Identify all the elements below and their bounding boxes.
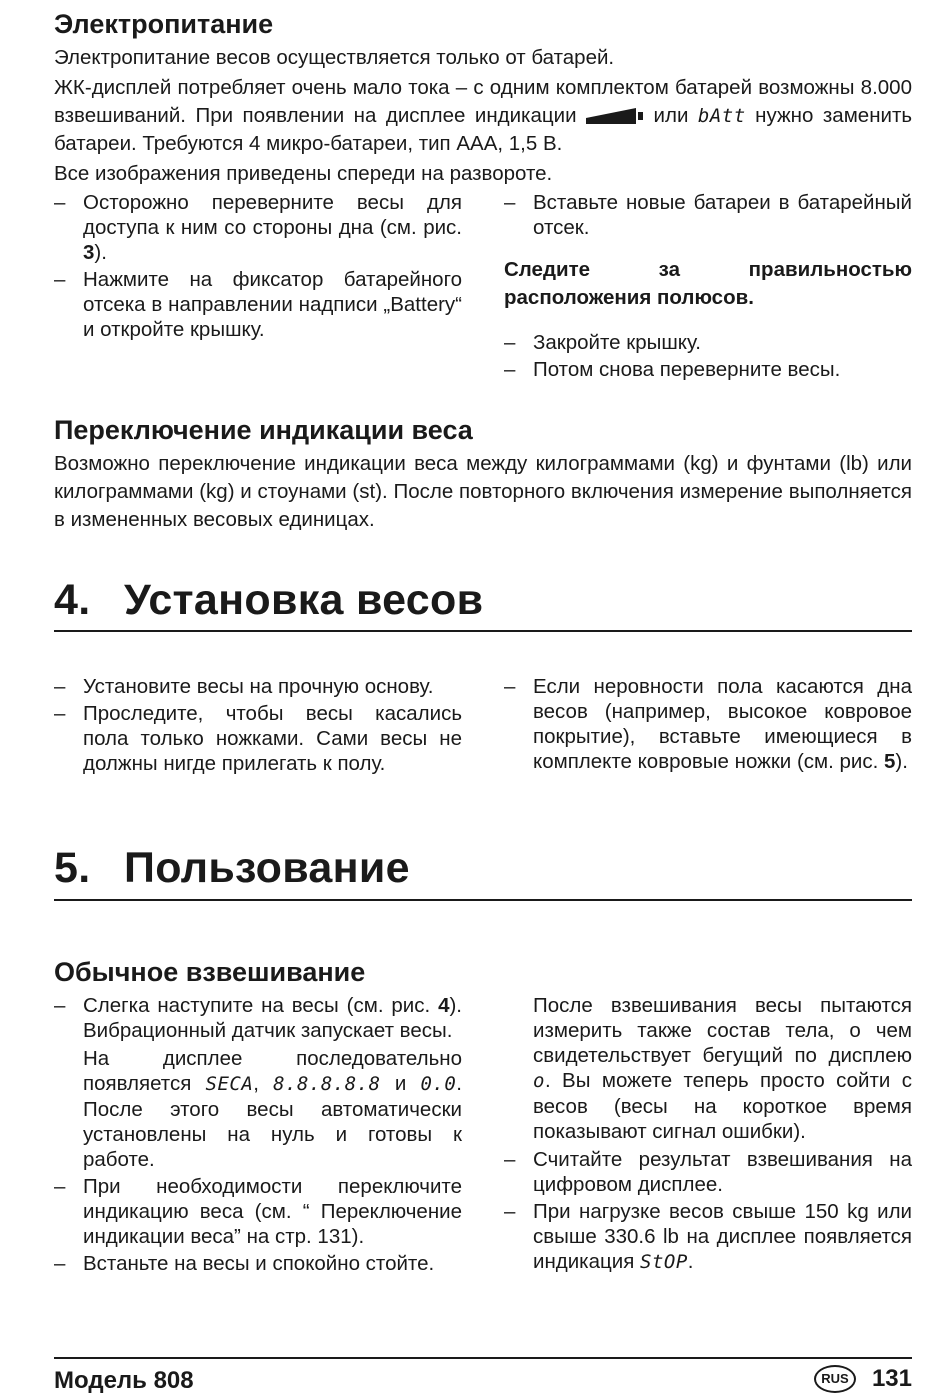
lcd-88888-text: 8.8.8.8.8 xyxy=(273,1073,381,1095)
install-left-column xyxy=(54,674,462,778)
list-item: – Проследите, чтобы весы касались пола только ножками. Сами весы не должны нигде прилегать к полу. xyxy=(54,701,462,776)
chapter-5-title: 5. Пользование xyxy=(54,844,410,892)
units-text: Возможно переключение индикации веса между килограммами (kg) и фунтами (lb) или килограммами (kg) и стоунами (st). После повторного включения измерение выполняется в измененных весовых единицах. xyxy=(54,452,912,531)
list-item: – Если неровности пола касаются дна весов (например, высокое ковровое покрытие), вставьте имеющиеся в комплекте ковровые ножки (см. рис. 5). xyxy=(504,674,912,774)
page-footer xyxy=(54,1357,912,1394)
list-item: – Нажмите на фиксатор батарейного отсека в направлении надписи „Battery“ и откройте крышку. xyxy=(54,267,462,342)
battery-low-icon xyxy=(586,107,644,125)
list-item: – При нагрузке весов свыше 150 kg или свыше 330.6 lb на дисплее появляется индикация StOP. xyxy=(504,1199,912,1275)
units-heading: Переключение индикации веса xyxy=(54,415,473,445)
power-intro xyxy=(54,44,912,188)
usage-right-column xyxy=(504,993,912,1278)
list-item: – Слегка наступите на весы (см. рис. 4). Вибрационный датчик запускает весы. На дисплее последовательно появляется SECA, 8.8.8.8.8 и 0.0. После этого весы автоматически установлены на нуль и готовы к работе. xyxy=(54,993,462,1172)
lcd-batt-text: bAtt xyxy=(697,105,746,127)
list-item: – Установите весы на прочную основу. xyxy=(54,674,462,699)
power-columns xyxy=(54,190,912,384)
power-left-column xyxy=(54,190,462,384)
power-right-column xyxy=(504,190,912,384)
lcd-seca-text: SECA xyxy=(205,1073,254,1095)
power-p1: Электропитание весов осуществляется только от батарей. xyxy=(54,46,615,69)
install-right-column xyxy=(504,674,912,778)
list-item: – Считайте результат взвешивания на цифровом дисплее. xyxy=(504,1147,912,1197)
lcd-zero-text: 0.0 xyxy=(420,1073,457,1095)
weighing-heading: Обычное взвешивание xyxy=(54,957,366,987)
page-number: 131 xyxy=(871,1365,912,1392)
list-item: – Вставьте новые батареи в батарейный отсек. xyxy=(504,190,912,240)
list-item: – Потом снова переверните весы. xyxy=(504,357,912,382)
lcd-stop-text: StOP xyxy=(640,1251,688,1273)
list-item: – Закройте крышку. xyxy=(504,330,912,355)
usage-left-column xyxy=(54,993,462,1278)
install-columns xyxy=(54,674,912,778)
power-heading: Электропитание xyxy=(54,9,274,39)
chapter-5-rule xyxy=(54,899,912,901)
usage-columns xyxy=(54,993,912,1278)
lcd-running-o-text: o xyxy=(533,1070,545,1092)
model-label: Модель 808 xyxy=(54,1367,194,1394)
power-p3: Все изображения приведены спереди на развороте. xyxy=(54,162,553,185)
language-badge: RUS xyxy=(814,1365,856,1393)
usage-right-paragraph: После взвешивания весы пытаются измерить также состав тела, о чем свидетельствует бегущий по дисплею o. Вы можете теперь просто сойти с весов (весы на короткое время показывают сигнал ошибки). xyxy=(533,994,912,1143)
chapter-4-rule xyxy=(54,630,912,632)
polarity-note: Следите за правильностью расположения полюсов. xyxy=(504,258,912,309)
chapter-4-title: 4. Установка весов xyxy=(54,576,484,624)
power-p2: ЖК-дисплей потребляет очень мало тока – с одним комплектом батарей возможны 8.000 взвешиваний. При появлении на дисплее индикации или bAtt нужно заменить батареи. Требуются 4 микро-батареи, тип AAA, 1,5 В. xyxy=(54,76,913,155)
list-item: – При необходимости переключите индикацию веса (см. “ Переключение индикации веса” на стр. 131). xyxy=(54,1174,462,1249)
list-item: – Встаньте на весы и спокойно стойте. xyxy=(54,1251,462,1276)
list-item: – Осторожно переверните весы для доступа к ним со стороны дна (см. рис. 3). xyxy=(54,190,462,265)
footer-rule xyxy=(54,1357,912,1359)
